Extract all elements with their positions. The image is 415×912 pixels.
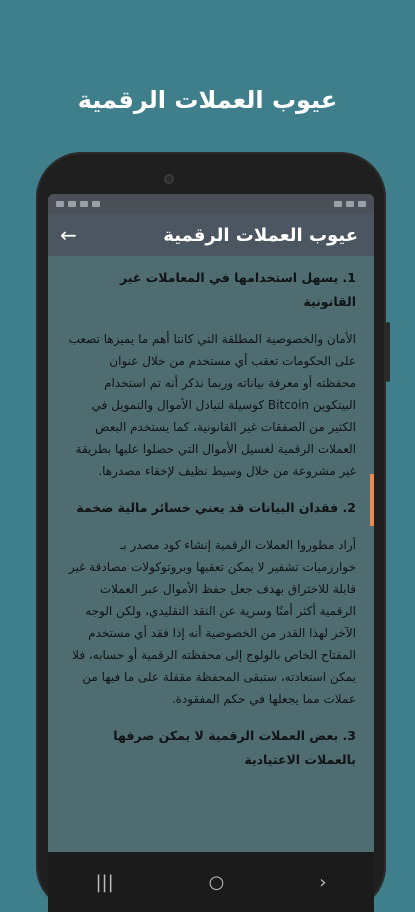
volume-button bbox=[386, 322, 390, 382]
home-button[interactable]: ○ bbox=[208, 871, 225, 893]
notification-icon bbox=[56, 201, 64, 207]
notification-icon bbox=[80, 201, 88, 207]
page-title: عيوب العملات الرقمية bbox=[163, 224, 358, 246]
recents-button[interactable]: ||| bbox=[95, 871, 114, 893]
phone-screen bbox=[48, 194, 374, 912]
status-bar bbox=[48, 194, 374, 214]
status-left-icons bbox=[56, 201, 100, 207]
status-right-icons bbox=[334, 201, 366, 207]
wifi-icon bbox=[346, 201, 354, 207]
front-camera bbox=[164, 174, 174, 184]
back-arrow-icon[interactable]: ← bbox=[60, 223, 77, 247]
section-heading-3: 3. بعض العملات الرقمية لا يمكن صرفها بالعملات الاعتيادية bbox=[113, 728, 356, 767]
phone-frame bbox=[36, 152, 386, 912]
section-body-2: أراد مطوروا العملات الرقمية إنشاء كود مصدر بـ خوارزميات تشفير لا يمكن تعقبها وبروتوكولات مصادقة غير قابلة للاختراق بهدف جعل حفظ الأموال عبر العملات الرقمية أكثر أمنًا وسرية عن النقد التقليدي، ولكن الوجه الآخر لهذا القدر من الخصوصية أنه إذا فقد أي مستخدم المفتاح الخاص بالولوج إلى محفظته الرقمية أو حسابه، فلا يمكن استعادته، ستبقى المحفظة مقفلة على ما فيها من عملات مما يجعلها في حكم المفقودة. bbox=[68, 538, 356, 706]
section-heading-1: 1. يسهل استخدامها في المعاملات غير القانونية bbox=[119, 270, 356, 309]
section-body-1: الأمان والخصوصية المطلقة التي كانتا أهم ما يميزها تصعب على الحكومات تعقب أي مستخدم من خلال عنوان محفظته أو معرفة بياناته وربما نذكر أنه تم استخدام البيتكوين Bitcoin كوسيلة لتبادل الأموال والتمويل في الكثير من الصفقات غير القانونية، كما يستخدم البعض العملات الرقمية لغسيل الأموال التي حصلوا عليها بطريقة غير مشروعة من خلال وسيط نظيف لإخفاء مصدرها. bbox=[68, 332, 356, 478]
notification-icon bbox=[92, 201, 100, 207]
section-heading-2: 2. فقدان البيانات قد يعني خسائر مالية ضخمة bbox=[76, 500, 356, 515]
notification-icon bbox=[68, 201, 76, 207]
battery-icon bbox=[358, 201, 366, 207]
nav-back-button[interactable]: › bbox=[319, 871, 327, 893]
signal-icon bbox=[334, 201, 342, 207]
system-nav-bar bbox=[48, 852, 374, 912]
app-bar bbox=[48, 214, 374, 256]
scroll-indicator[interactable] bbox=[370, 474, 374, 526]
article-content[interactable] bbox=[48, 256, 374, 852]
promo-title: عيوب العملات الرقمية bbox=[77, 86, 338, 114]
